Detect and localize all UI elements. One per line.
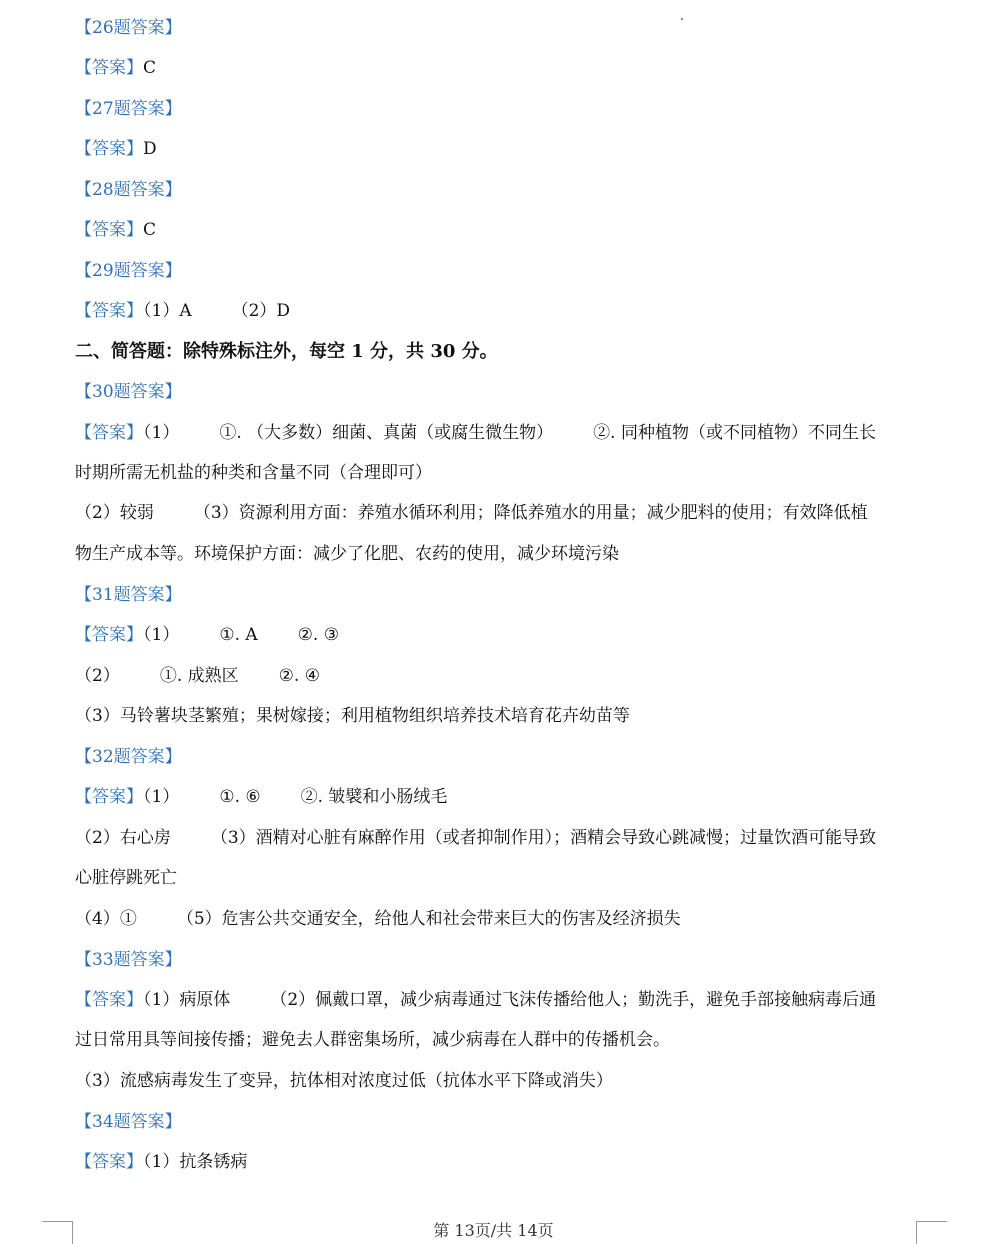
answer-line (75, 580, 925, 610)
answer-tag: 【34题答案】 (75, 1112, 182, 1132)
answer-tag: 【答案】 (75, 423, 143, 443)
answer-text-part2: ①. （大多数）细菌、真菌（或腐生微生物） (219, 423, 554, 443)
answer-line (75, 742, 925, 772)
answer-line (75, 215, 925, 245)
answer-text: （2）右心房 (75, 828, 171, 848)
answer-line (75, 661, 925, 691)
answer-tag: 【答案】 (75, 58, 143, 78)
answer-line (75, 418, 925, 448)
answer-text-part2: ①. 成熟区 (159, 666, 239, 686)
section-heading (75, 337, 925, 367)
answer-text: （4）① (75, 909, 137, 929)
answer-tag: 【29题答案】 (75, 261, 182, 281)
answer-line (75, 782, 925, 812)
answer-text-part2: （2）佩戴口罩，减少病毒通过飞沫传播给他人；勤洗手，避免手部接触病毒后通 (270, 990, 877, 1010)
answer-text: （1）抗条锈病 (143, 1152, 248, 1172)
answer-text: 时期所需无机盐的种类和含量不同（合理即可） (75, 463, 432, 483)
answer-line (75, 1066, 925, 1096)
heading-text: 二、简答题：除特殊标注外，每空 1 分，共 30 分。 (75, 341, 498, 362)
answer-line (75, 1107, 925, 1137)
answer-line (75, 863, 925, 893)
answer-line (75, 985, 925, 1015)
answer-text-part2: （2）D (231, 301, 291, 321)
answer-text: C (143, 58, 157, 78)
answer-tag: 【答案】 (75, 220, 143, 240)
answer-tag: 【答案】 (75, 990, 143, 1010)
answer-text: （1） (143, 423, 180, 443)
answer-line (75, 904, 925, 934)
answer-line (75, 945, 925, 975)
answer-text: （2） (75, 666, 120, 686)
answer-line (75, 296, 925, 326)
answer-line (75, 701, 925, 731)
answer-text-part2: ①. ⑥ (219, 787, 261, 807)
answer-text-part3: ②. ④ (278, 666, 320, 686)
answer-line (75, 1025, 925, 1055)
answer-line (75, 1147, 925, 1177)
answer-text-part2: ①. A (219, 625, 258, 645)
answer-tag: 【33题答案】 (75, 950, 182, 970)
answer-text: （1） (143, 625, 180, 645)
answer-line (75, 377, 925, 407)
answer-line (75, 13, 925, 43)
answer-text-part2: （3）酒精对心脏有麻醉作用（或者抑制作用）；酒精会导致心跳减慢；过量饮酒可能导致 (210, 828, 877, 848)
answer-text: D (143, 139, 157, 159)
answer-line (75, 539, 925, 569)
answer-tag: 【26题答案】 (75, 18, 182, 38)
answer-text: （3）马铃薯块茎繁殖；果树嫁接；利用植物组织培养技术培育花卉幼苗等 (75, 706, 630, 726)
answer-text: 心脏停跳死亡 (75, 868, 177, 888)
answer-line (75, 620, 925, 650)
answer-text: （1） (143, 787, 180, 807)
answer-text: 物生产成本等。环境保护方面：减少了化肥、农药的使用，减少环境污染 (75, 544, 619, 564)
answer-line (75, 498, 925, 528)
answer-line (75, 256, 925, 286)
answer-tag: 【答案】 (75, 1152, 143, 1172)
answer-text-part3: ②. 同种植物（或不同植物）不同生长 (593, 423, 876, 443)
answer-tag: 【答案】 (75, 787, 143, 807)
answer-line (75, 823, 925, 853)
page-footer: 第 13页/共 14页 (433, 1221, 554, 1240)
answer-text: （2）较弱 (75, 503, 154, 523)
answer-tag: 【答案】 (75, 625, 143, 645)
answer-text-part2: （5）危害公共交通安全，给他人和社会带来巨大的伤害及经济损失 (176, 909, 681, 929)
answer-tag: 【27题答案】 (75, 99, 182, 119)
answer-text: 过日常用具等间接传播；避免去人群密集场所，减少病毒在人群中的传播机会。 (75, 1030, 670, 1050)
answer-tag: 【31题答案】 (75, 585, 182, 605)
answer-tag: 【答案】 (75, 139, 143, 159)
answer-line (75, 458, 925, 488)
answer-tag: 【28题答案】 (75, 180, 182, 200)
answer-text: （3）流感病毒发生了变异，抗体相对浓度过低（抗体水平下降或消失） (75, 1071, 613, 1091)
answer-text: （1）病原体 (143, 990, 231, 1010)
answer-text-part3: ②. ③ (297, 625, 339, 645)
answer-tag: 【30题答案】 (75, 382, 182, 402)
answer-line (75, 175, 925, 205)
answer-tag: 【32题答案】 (75, 747, 182, 767)
answer-text: （1）A (143, 301, 192, 321)
answer-text-part3: ②. 皱襞和小肠绒毛 (300, 787, 448, 807)
answer-line (75, 94, 925, 124)
answer-text: C (143, 220, 157, 240)
answer-tag: 【答案】 (75, 301, 143, 321)
answer-line (75, 53, 925, 83)
answer-text-part2: （3）资源利用方面：养殖水循环利用；降低养殖水的用量；减少肥料的使用；有效降低植 (193, 503, 868, 523)
answer-line (75, 134, 925, 164)
